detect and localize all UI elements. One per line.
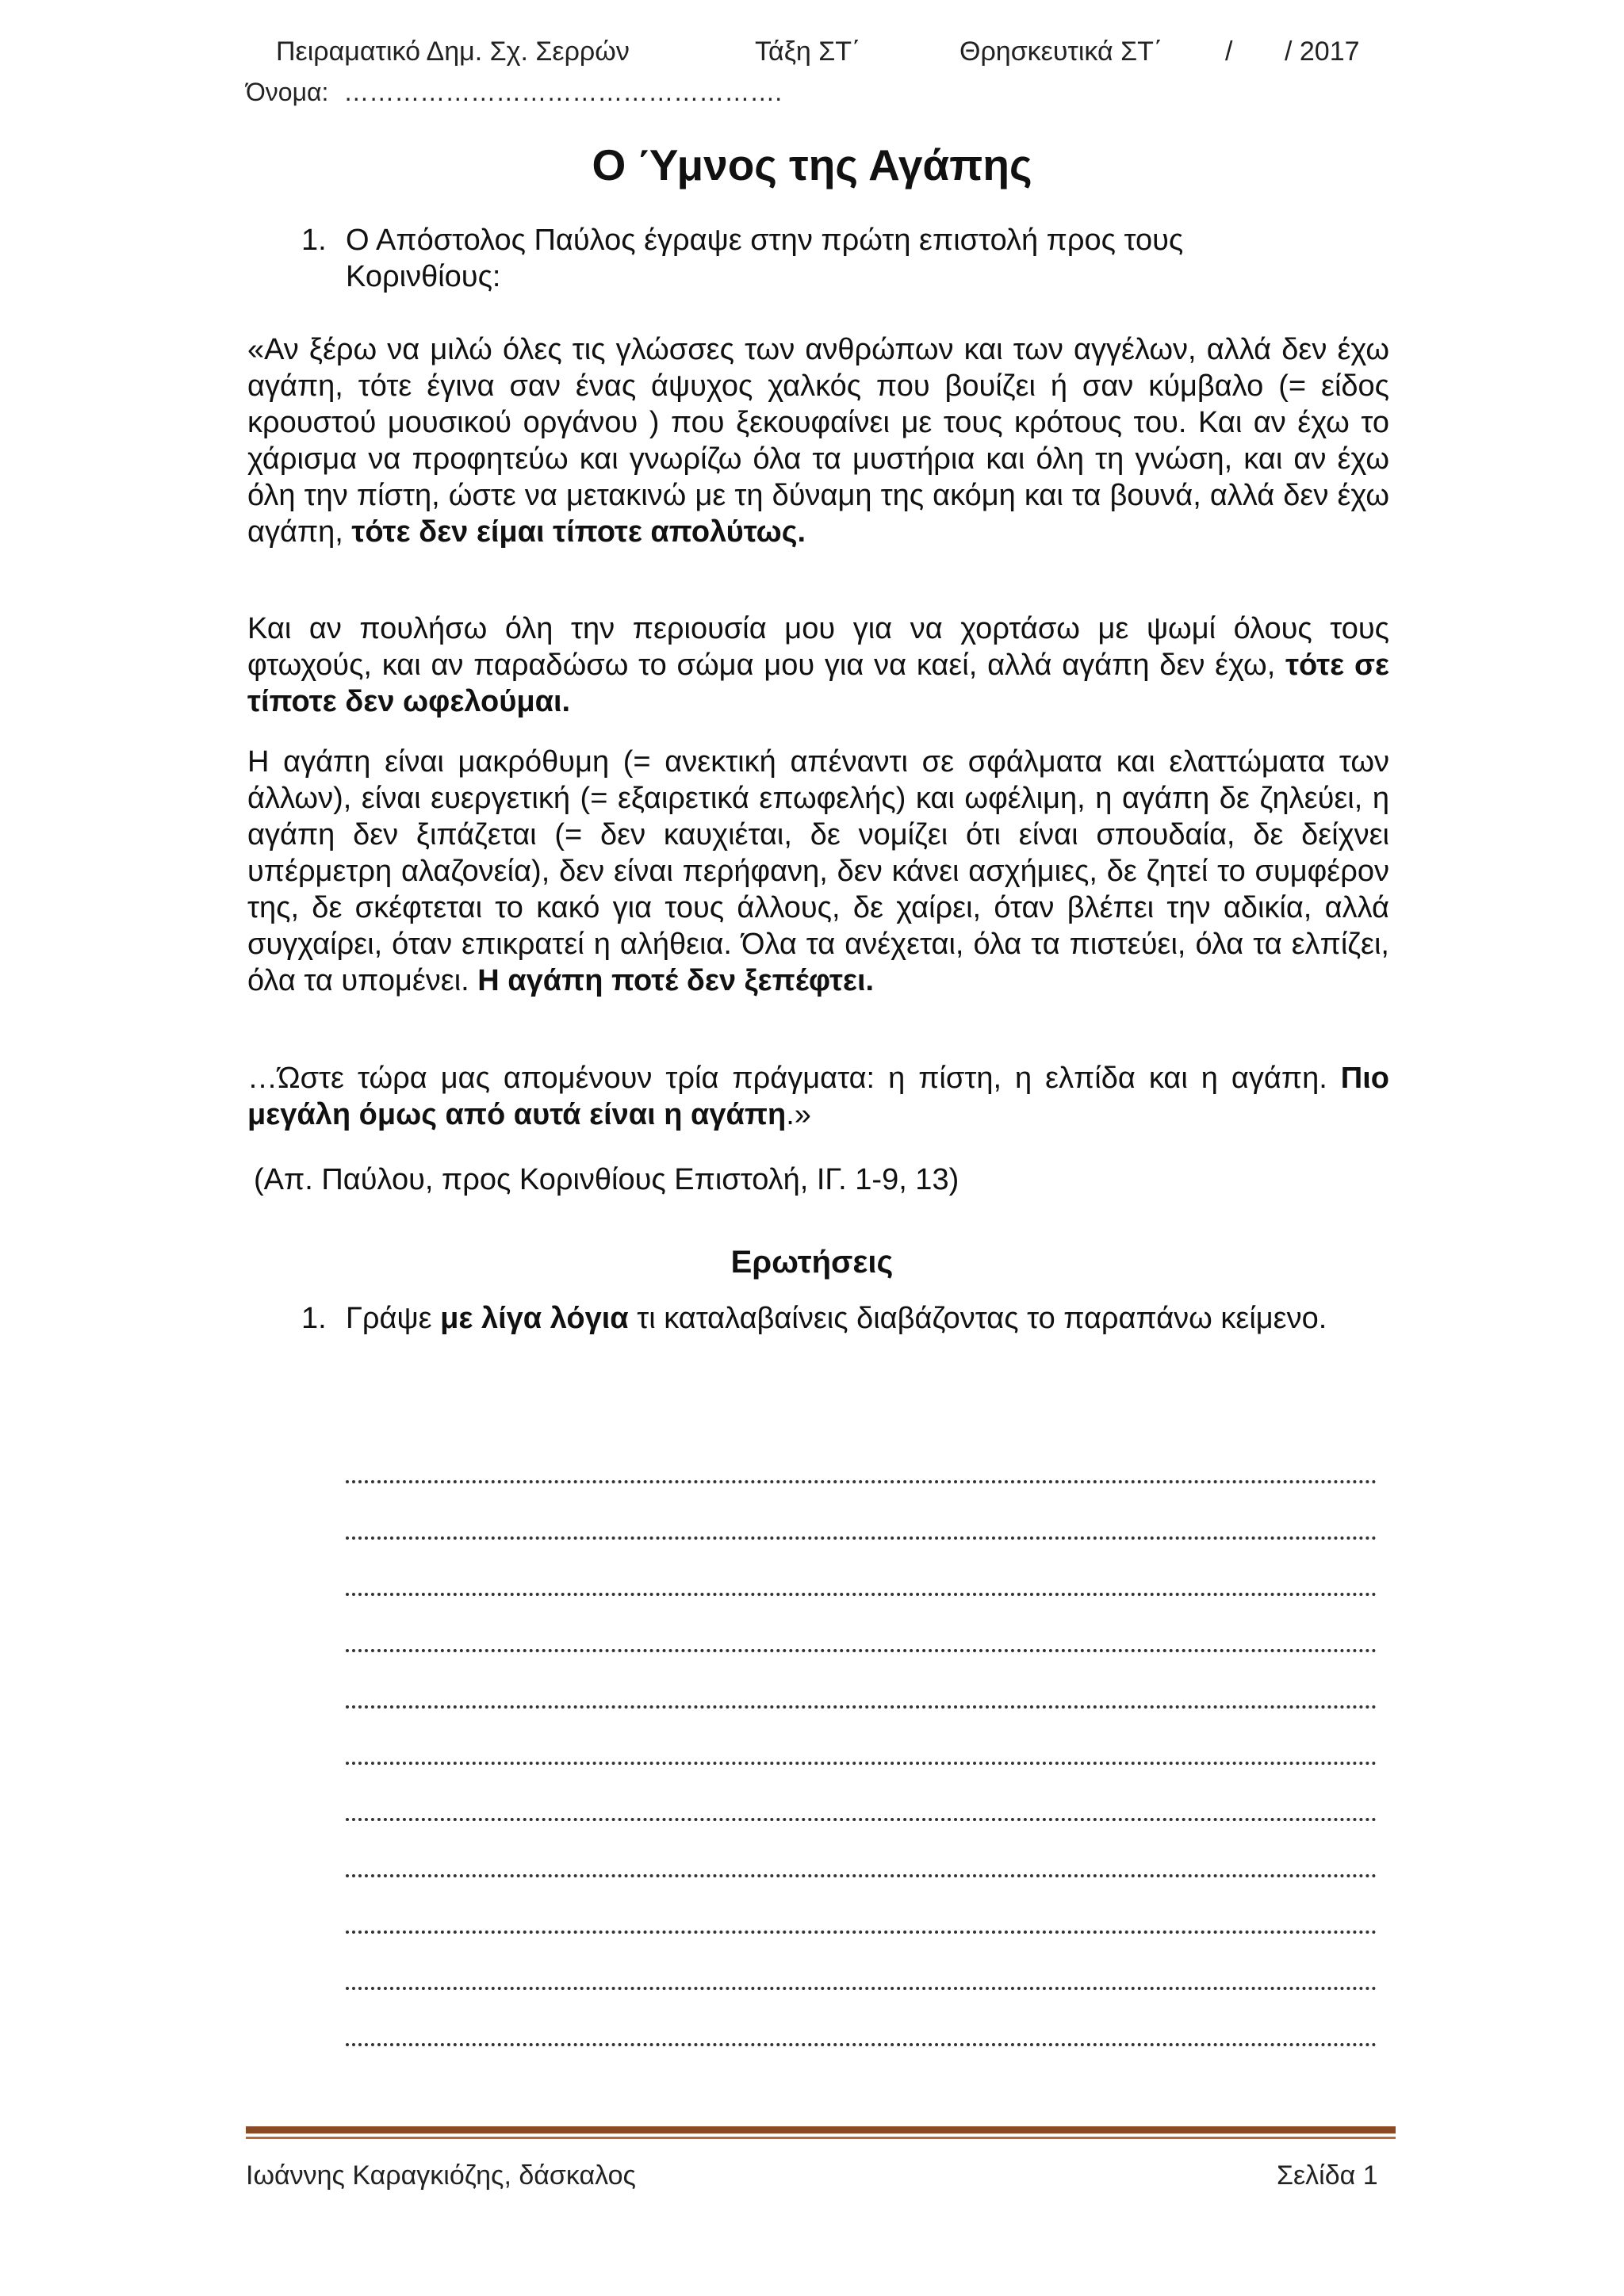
question-pre: Γράψε <box>346 1302 441 1335</box>
questions-heading: Ερωτήσεις <box>730 1245 894 1280</box>
quote-paragraph-2 <box>247 610 1389 720</box>
footer-rule <box>246 2126 1396 2133</box>
intro-text: Ο Απόστολος Παύλος έγραψε στην πρώτη επιστολή προς τους Κορινθίους: <box>346 224 1184 293</box>
answer-line[interactable] <box>346 1483 1377 1540</box>
quote-p1-bold: τότε δεν είμαι τίποτε απολύτως. <box>351 515 806 549</box>
footer-author: Ιωάννης Καραγκιόζης, δάσκαλος <box>246 2160 636 2191</box>
footer-rule-thin <box>246 2137 1396 2139</box>
intro-number: 1. <box>301 224 327 257</box>
answer-line[interactable] <box>346 1540 1377 1596</box>
quote-p3-bold: Η αγάπη ποτέ δεν ξεπέφτει. <box>477 964 875 997</box>
answer-line[interactable] <box>346 1990 1377 2046</box>
answer-lines <box>346 1427 1377 2046</box>
quote-p1-text: «Αν ξέρω να μιλώ όλες τις γλώσσες των ανθρώπων και των αγγέλων, αλλά δεν έχω αγάπη, τότε έγινα σαν ένας άψυχος χαλκός που βουίζει ή σαν κύμβαλο (= είδος κρουστού μουσικού οργάνου ) που ξεκουφαίνει με τους κρότους του. Και αν έχω το χάρισμα να προφητεύω και γνωρίζω όλα τα μυστήρια και όλη τη γνώση, και αν έχω όλη την πίστη, ώστε να μετακινώ με τη δύναμη της ακόμη και τα βουνά, αλλά δεν έχω αγάπη, <box>247 333 1389 549</box>
quote-p4-end: .» <box>786 1098 811 1131</box>
answer-line[interactable] <box>346 1821 1377 1877</box>
question-text <box>346 1300 1389 1337</box>
quote-p4-text: …Ώστε τώρα μας απομένουν τρία πράγματα: η πίστη, η ελπίδα και η αγάπη. <box>247 1062 1341 1095</box>
quote-p2-text: Και αν πουλήσω όλη την περιουσία μου για να χορτάσω με ψωμί όλους τους φτωχούς, και αν παραδώσω το σώμα μου για να καεί, αλλά αγάπη δεν έχω, <box>247 612 1389 682</box>
subject-label: Θρησκευτικά ΣΤ΄ <box>959 36 1163 67</box>
answer-line[interactable] <box>346 1427 1377 1483</box>
citation: (Απ. Παύλου, προς Κορινθίους Επιστολή, ΙΓ. 1-9, 13) <box>254 1163 959 1196</box>
name-blank: ……………………………………………. <box>343 78 783 106</box>
school-name: Πειραματικό Δημ. Σχ. Σερρών <box>276 36 630 67</box>
answer-line[interactable] <box>346 1877 1377 1934</box>
quote-p4-bold: Πιο μεγάλη όμως από αυτά είναι η αγάπη <box>247 1062 1389 1131</box>
quote-p3-text: Η αγάπη είναι μακρόθυμη (= ανεκτική απέναντι σε σφάλματα και ελαττώματα των άλλων), είναι ευεργετική (= εξαιρετικά επωφελής) και ωφέλιμη, η αγάπη δε ζηλεύει, η αγάπη δεν ξιπάζεται (= δεν καυχιέται, δε νομίζει ότι είναι σπουδαία, δε δείχνει υπέρμετρη αλαζονεία), δεν είναι περήφανη, δεν κάνει ασχήμιες, δε ζητεί το συμφέρον της, δε σκέφτεται το κακό για τους άλλους, δε χαίρει, όταν βλέπει την αδικία, αλλά συγχαίρει, όταν επικρατεί η αλήθεια. Όλα τα ανέχεται, όλα τα πιστεύει, όλα τα ελπίζει, όλα τα υπομένει. <box>247 745 1389 997</box>
quote-p2-bold: τότε σε τίποτε δεν ωφελούμαι. <box>247 649 1389 718</box>
answer-line[interactable] <box>346 1652 1377 1709</box>
answer-line[interactable] <box>346 1596 1377 1652</box>
quote-paragraph-1 <box>247 331 1389 550</box>
footer-page-number: Σελίδα 1 <box>1277 2160 1378 2191</box>
quote-paragraph-4 <box>247 1060 1389 1133</box>
answer-line[interactable] <box>346 1709 1377 1765</box>
date-year: / 2017 <box>1285 36 1360 67</box>
class-label: Τάξη ΣΤ΄ <box>755 36 861 67</box>
quote-paragraph-3 <box>247 744 1389 999</box>
name-label: Όνομα: <box>246 78 329 106</box>
page-title: Ο Ύμνος της Αγάπης <box>592 140 1032 189</box>
question-number: 1. <box>301 1302 327 1335</box>
name-row <box>246 78 782 107</box>
question-post: τι καταλαβαίνεις διαβάζοντας το παραπάνω κείμενο. <box>628 1302 1327 1335</box>
question-bold: με λίγα λόγια <box>440 1302 629 1335</box>
date-slash: / <box>1225 36 1233 67</box>
answer-line[interactable] <box>346 1934 1377 1990</box>
answer-line[interactable] <box>346 1765 1377 1821</box>
